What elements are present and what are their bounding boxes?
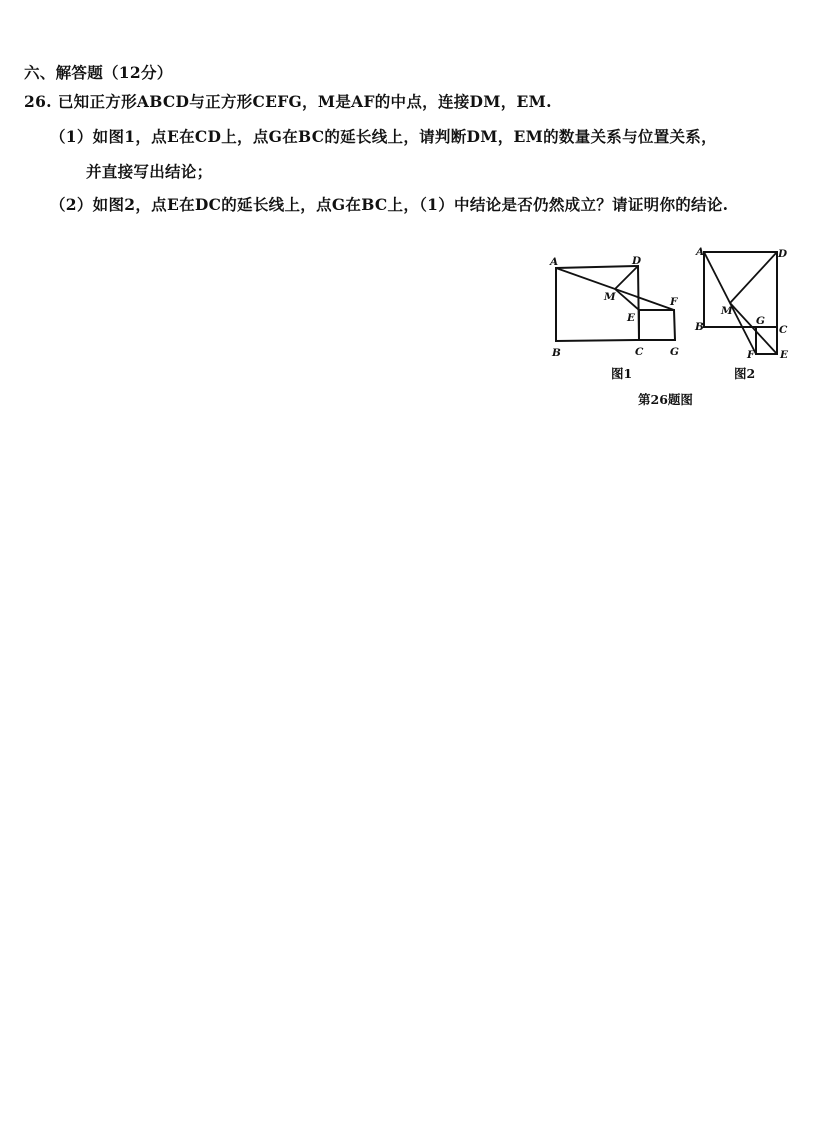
label-d: D (778, 248, 788, 260)
segment-em (615, 289, 639, 310)
figure-2-caption: 图2 (734, 366, 756, 381)
segment-dm (615, 266, 638, 289)
label-c: C (635, 346, 644, 358)
question-part-1-continued: 并直接写出结论； (86, 162, 213, 181)
label-b: B (695, 321, 704, 333)
label-e: E (627, 312, 636, 324)
question-stem-text: 已知正方形ABCD与正方形CEFG，M是AF的中点，连接DM，EM. (57, 92, 552, 111)
label-b: B (552, 347, 561, 359)
section-heading: 六、解答题（12分） (24, 63, 173, 82)
figure-2-diagram (692, 243, 792, 363)
segment-dm (730, 252, 777, 303)
label-g: G (670, 346, 679, 358)
label-f: F (670, 296, 678, 308)
segment-em (730, 303, 777, 354)
question-part-2: （2）如图2，点E在DC的延长线上，点G在BC上，（1）中结论是否仍然成立？请证明你的结论. (50, 195, 729, 214)
figure-1-diagram (548, 248, 690, 362)
square-cefg (639, 310, 675, 340)
label-a: A (696, 246, 705, 258)
question-stem (24, 92, 552, 112)
label-e: E (780, 349, 789, 361)
label-g: G (756, 315, 765, 327)
label-c: C (779, 324, 788, 336)
label-m: M (604, 291, 616, 303)
label-f: F (747, 349, 755, 361)
question-number: 26. (24, 92, 52, 111)
label-d: D (632, 255, 642, 267)
label-m: M (721, 305, 733, 317)
label-a: A (550, 256, 559, 268)
figure-1-caption: 图1 (611, 366, 633, 381)
figures-caption: 第26题图 (638, 392, 693, 407)
question-part-1: （1）如图1，点E在CD上，点G在BC的延长线上，请判断DM，EM的数量关系与位置关系， (50, 127, 717, 146)
